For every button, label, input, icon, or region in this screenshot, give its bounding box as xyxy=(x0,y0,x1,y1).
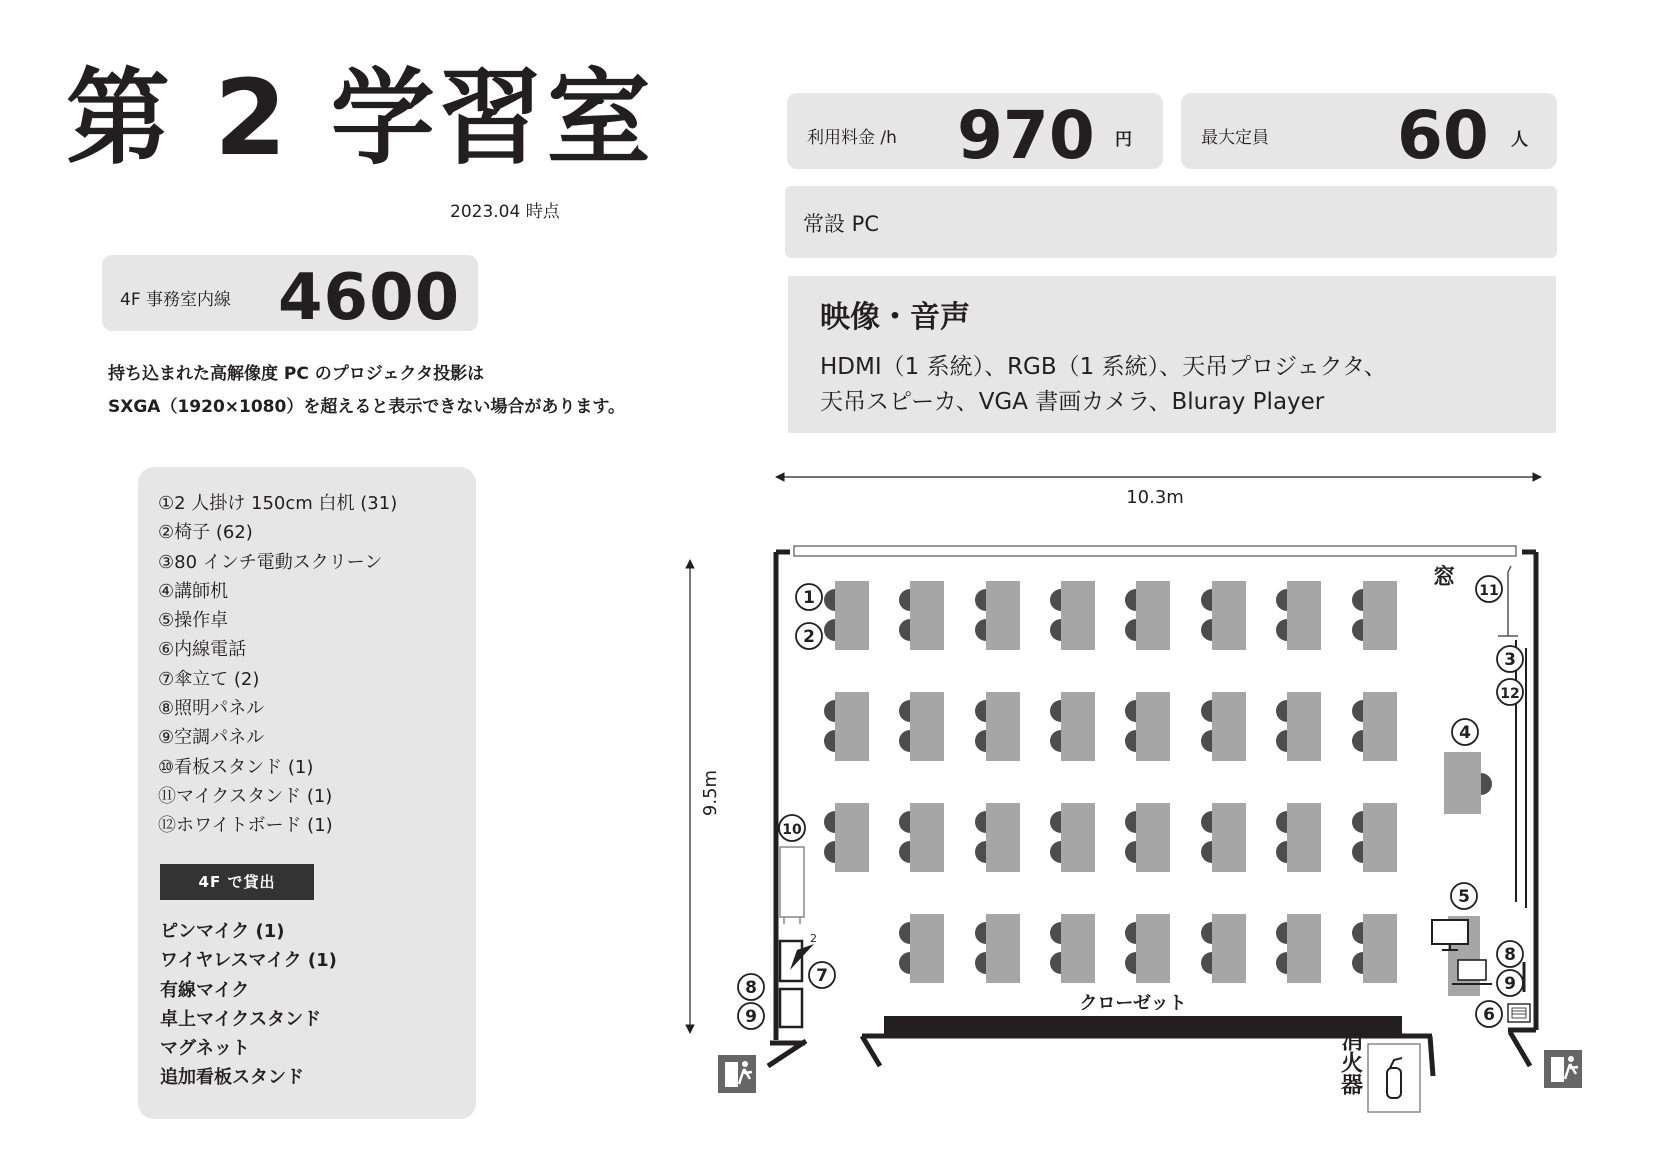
marker-label: 8 xyxy=(1504,945,1516,965)
chair xyxy=(1201,619,1212,641)
desk-unit xyxy=(1276,692,1321,761)
desk xyxy=(1287,692,1321,761)
desk xyxy=(1212,914,1246,983)
desk xyxy=(1136,581,1170,650)
desk-unit xyxy=(824,581,869,650)
marker-label: 11 xyxy=(1479,583,1499,599)
instructor-chair xyxy=(1481,773,1492,795)
desk-unit xyxy=(1201,803,1246,872)
desk xyxy=(835,581,869,650)
desk xyxy=(910,692,944,761)
desk xyxy=(1136,803,1170,872)
chair xyxy=(1276,700,1287,722)
marker-label: 9 xyxy=(745,1007,757,1027)
page-title: 第 2 学習室 xyxy=(66,57,655,179)
marker-label: 10 xyxy=(782,822,802,838)
chair xyxy=(1352,952,1363,974)
equipment-item: ⑨空調パネル xyxy=(158,727,265,749)
chair xyxy=(1125,811,1136,833)
chair xyxy=(1352,619,1363,641)
chair xyxy=(1201,700,1212,722)
chair xyxy=(1050,811,1061,833)
desk xyxy=(910,803,944,872)
marker-12 xyxy=(1497,679,1523,705)
chair xyxy=(824,589,835,611)
equipment-item: ③80 インチ電動スクリーン xyxy=(158,551,383,573)
capacity-label: 最大定員 xyxy=(1201,128,1269,148)
desk xyxy=(835,803,869,872)
chair xyxy=(975,700,986,722)
equipment-item: ⑥内線電話 xyxy=(158,639,247,661)
marker-3 xyxy=(1497,646,1523,672)
desk xyxy=(1061,914,1095,983)
desk xyxy=(986,581,1020,650)
height-label: 9.5m xyxy=(700,769,721,817)
rental-item: ワイヤレスマイク (1) xyxy=(160,950,337,972)
desk xyxy=(986,803,1020,872)
extension-number: 4600 xyxy=(278,261,461,335)
window-label: 窓 xyxy=(1432,565,1456,590)
marker-5 xyxy=(1451,883,1477,909)
marker-11 xyxy=(1476,576,1502,602)
desk xyxy=(1363,692,1397,761)
chair xyxy=(1125,589,1136,611)
rental-item: 有線マイク xyxy=(160,979,250,1001)
equipment-item: ②椅子 (62) xyxy=(158,522,253,544)
fee-value: 970 xyxy=(957,97,1095,174)
chair xyxy=(975,841,986,863)
phone-icon xyxy=(1508,1004,1530,1022)
desk-layout xyxy=(824,581,1397,983)
closet xyxy=(884,1016,1402,1036)
chair xyxy=(899,952,910,974)
chair xyxy=(1352,922,1363,944)
rental-item: マグネット xyxy=(160,1038,250,1060)
equipment-item: ⑩看板スタンド (1) xyxy=(158,756,314,778)
desk-unit xyxy=(975,581,1020,650)
marker-9 xyxy=(738,1003,764,1029)
marker-label: 9 xyxy=(1504,974,1516,994)
chair xyxy=(824,619,835,641)
desk xyxy=(1287,803,1321,872)
desk xyxy=(1136,914,1170,983)
equipment-item: ①2 人掛け 150cm 白机 (31) xyxy=(158,493,398,514)
desk xyxy=(1061,692,1095,761)
marker-8 xyxy=(1497,941,1523,967)
desk xyxy=(1363,914,1397,983)
chair xyxy=(975,922,986,944)
desk-unit xyxy=(1125,692,1170,761)
chair xyxy=(1276,841,1287,863)
chair xyxy=(1050,922,1061,944)
extinguisher-label: 消火器 xyxy=(1337,1029,1363,1095)
chair xyxy=(975,730,986,752)
desk xyxy=(986,914,1020,983)
chair xyxy=(1201,589,1212,611)
whiteboard-screen xyxy=(1516,640,1526,908)
chair xyxy=(1201,730,1212,752)
capacity-value: 60 xyxy=(1397,97,1489,174)
desk-unit xyxy=(899,914,944,983)
desk-unit xyxy=(1125,914,1170,983)
chair xyxy=(1050,589,1061,611)
chair xyxy=(1125,700,1136,722)
desk-unit xyxy=(1201,914,1246,983)
chair xyxy=(899,700,910,722)
equipment-item: ⑪マイクスタンド (1) xyxy=(158,785,333,807)
marker-4 xyxy=(1452,719,1478,745)
marker-8 xyxy=(738,974,764,1000)
marker-9 xyxy=(1497,970,1523,996)
desk-unit xyxy=(1050,803,1095,872)
chair xyxy=(1352,589,1363,611)
desk xyxy=(1363,803,1397,872)
desk-unit xyxy=(1276,914,1321,983)
marker-label: 8 xyxy=(745,978,757,998)
marker-label: 1 xyxy=(803,588,815,608)
chair xyxy=(899,841,910,863)
desk xyxy=(1287,581,1321,650)
emergency-exit-icon xyxy=(1544,1050,1582,1088)
rental-item: 追加看板スタンド xyxy=(160,1067,304,1089)
emergency-exit-icon xyxy=(718,1055,756,1093)
equipment-item: ⑦傘立て (2) xyxy=(158,668,260,690)
marker-2 xyxy=(796,623,822,649)
rental-tag: 4F で貸出 xyxy=(160,864,314,900)
chair xyxy=(824,700,835,722)
marker-label: 7 xyxy=(816,966,828,986)
desk-unit xyxy=(1050,692,1095,761)
desk-unit xyxy=(1201,581,1246,650)
umbrella-stand xyxy=(780,941,802,981)
closet-label: クローゼット xyxy=(1079,993,1187,1014)
chair xyxy=(824,811,835,833)
marker-10 xyxy=(779,815,805,841)
chair xyxy=(824,841,835,863)
desk xyxy=(910,581,944,650)
chair xyxy=(1276,922,1287,944)
width-label: 10.3m xyxy=(1126,487,1184,508)
desk-unit xyxy=(1276,803,1321,872)
av-description: HDMI（1 系統）、RGB（1 系統）、天吊プロジェクタ、 天吊スピーカ、VGA 書画カメラ、Bluray Player xyxy=(820,354,1387,415)
marker-1 xyxy=(796,584,822,610)
chair xyxy=(1125,730,1136,752)
desk-unit xyxy=(824,803,869,872)
umbrella-count: 2 xyxy=(810,932,817,945)
desk xyxy=(986,692,1020,761)
desk-unit xyxy=(1201,692,1246,761)
chair xyxy=(899,589,910,611)
desk xyxy=(1287,914,1321,983)
desk-unit xyxy=(1125,803,1170,872)
chair xyxy=(1352,730,1363,752)
chair xyxy=(975,952,986,974)
equipment-item: ⑧照明パネル xyxy=(158,698,265,720)
desk-unit xyxy=(824,692,869,761)
chair xyxy=(824,730,835,752)
desk-unit xyxy=(1050,581,1095,650)
marker-label: 4 xyxy=(1459,723,1471,743)
desk-unit xyxy=(1125,581,1170,650)
chair xyxy=(1125,619,1136,641)
rental-item: ピンマイク (1) xyxy=(160,921,285,942)
desk xyxy=(1061,581,1095,650)
equipment-item: ⑤操作卓 xyxy=(158,610,229,632)
equipment-item: ⑫ホワイトボード (1) xyxy=(158,815,333,837)
chair xyxy=(1352,700,1363,722)
desk-unit xyxy=(899,581,944,650)
chair xyxy=(975,811,986,833)
marker-6 xyxy=(1476,1001,1502,1027)
desk-unit xyxy=(975,803,1020,872)
instructor-desk xyxy=(1444,752,1481,814)
chair xyxy=(1276,589,1287,611)
desk xyxy=(1061,803,1095,872)
laptop-icon xyxy=(1452,960,1492,984)
chair xyxy=(899,730,910,752)
extension-label: 4F 事務室内線 xyxy=(120,290,231,310)
chair xyxy=(1201,922,1212,944)
desk xyxy=(1212,803,1246,872)
rental-item: 卓上マイクスタンド xyxy=(160,1008,322,1030)
marker-7 xyxy=(809,962,835,988)
chair xyxy=(1201,841,1212,863)
chair xyxy=(1125,952,1136,974)
desk xyxy=(1136,692,1170,761)
fee-unit: 円 xyxy=(1115,130,1132,150)
desk-unit xyxy=(899,692,944,761)
sign-stand xyxy=(780,847,804,917)
marker-label: 6 xyxy=(1483,1005,1495,1025)
desk-unit xyxy=(899,803,944,872)
desk xyxy=(1363,581,1397,650)
chair xyxy=(1201,952,1212,974)
marker-label: 2 xyxy=(803,627,815,647)
desk-unit xyxy=(1352,581,1397,650)
chair xyxy=(1050,700,1061,722)
chair xyxy=(975,619,986,641)
chair xyxy=(1276,952,1287,974)
chair xyxy=(1050,952,1061,974)
desk-unit xyxy=(1352,803,1397,872)
window xyxy=(794,546,1516,556)
capacity-unit: 人 xyxy=(1511,130,1528,150)
left-control-panel xyxy=(780,989,802,1027)
desk-unit xyxy=(975,692,1020,761)
chair xyxy=(975,589,986,611)
chair xyxy=(1276,730,1287,752)
note-line: 持ち込まれた高解像度 PC のプロジェクタ投影は xyxy=(108,364,485,384)
mic-stand xyxy=(1498,566,1518,636)
desk xyxy=(1212,581,1246,650)
pc-label: 常設 PC xyxy=(803,212,880,236)
desk-unit xyxy=(975,914,1020,983)
desk xyxy=(835,692,869,761)
desk xyxy=(1212,692,1246,761)
desk-unit xyxy=(1276,581,1321,650)
fee-label: 利用料金 /h xyxy=(807,128,897,148)
chair xyxy=(1352,811,1363,833)
chair xyxy=(1352,841,1363,863)
chair xyxy=(1050,730,1061,752)
chair xyxy=(1276,811,1287,833)
chair xyxy=(1125,841,1136,863)
equipment-item: ④講師机 xyxy=(158,580,229,602)
chair xyxy=(1050,841,1061,863)
chair xyxy=(899,811,910,833)
as-of-date: 2023.04 時点 xyxy=(450,202,560,222)
marker-label: 12 xyxy=(1500,686,1520,702)
chair xyxy=(899,922,910,944)
note-line: SXGA（1920×1080）を超えると表示できない場合があります。 xyxy=(108,397,625,417)
marker-label: 5 xyxy=(1458,887,1470,907)
av-title: 映像・音声 xyxy=(820,300,970,335)
desk-unit xyxy=(1050,914,1095,983)
desk-unit xyxy=(1352,914,1397,983)
desk-unit xyxy=(1352,692,1397,761)
chair xyxy=(1125,922,1136,944)
desk xyxy=(910,914,944,983)
chair xyxy=(899,619,910,641)
marker-label: 3 xyxy=(1504,650,1516,670)
chair xyxy=(1201,811,1212,833)
chair xyxy=(1050,619,1061,641)
chair xyxy=(1276,619,1287,641)
